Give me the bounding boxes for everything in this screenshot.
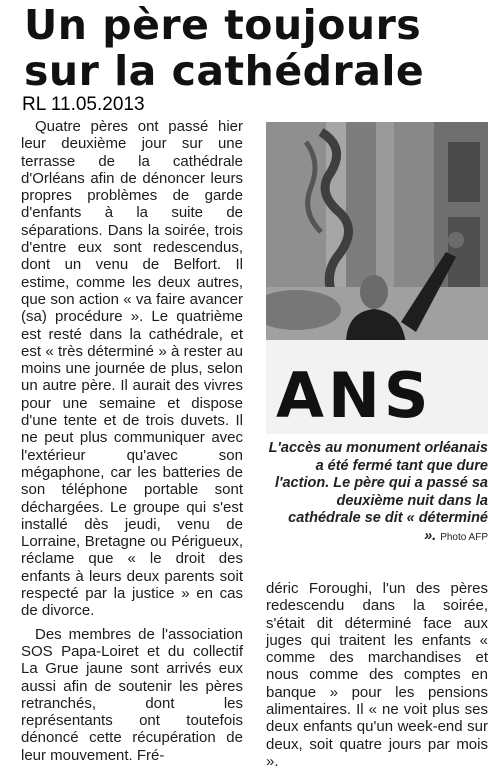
caption-text: L'accès au monument orléanais a été fermé tant que dure l'action. Le père qui a passé sa deuxième nuit dans la cathédrale se dit « déterminé ».: [268, 440, 488, 544]
article-paragraph-3: déric Foroughi, l'un des pères redescendu dans la soirée, s'était dit déterminé face aux juges qui traitent les enfants « comme des marchandises et nous comme des comptes en banque » pour les pensions alimentaires. Il « ne voit plus ses deux enfants qu'un week-end sur deux, soit quatre jours par mois ».: [266, 580, 488, 770]
article-paragraph-2: Des membres de l'association SOS Papa-Loiret et du collectif La Grue jaune sont arrivés eux aussi afin de soutenir les pères retranchés, dont les représentants ont toutefois dénoncé cette récupération de leur mouvement. Fré-: [21, 625, 243, 764]
article-left-column: [21, 118, 243, 770]
dateline: RL 11.05.2013: [22, 94, 145, 115]
article-paragraph-1: Quatre pères ont passé hier leur deuxième jour sur une terrasse de la cathédrale d'Orléans afin de dénoncer leurs propres problèmes de garde d'enfants à la suite de séparations. Dans la soirée, trois d'entre eux sont redescendus, dont un venu de Belfort. Il estime, comme les deux autres, que son action « va faire avancer (sa) procédure ». Le quatrième est resté dans la cathédrale, et est « très déterminé » à rester au moins une journée de plus, selon un autre père. Il aurait des vivres pour une semaine et dispose d'une tente et de trois duvets. Il ne peut plus communiquer avec l'extérieur qu'avec son mégaphone, car les batteries de son téléphone portable sont déchargées. Le groupe qui s'est installé dès jeudi, venu de Lorraine, Bretagne ou Périgueux, réclame que « le droit des enfants à leurs deux parents soit respecté par la justice » en cas de divorce.: [21, 118, 243, 620]
headline-line-1: Un père toujours: [24, 1, 422, 49]
photo-credit: Photo AFP: [440, 531, 488, 543]
headline: [24, 2, 494, 94]
news-photo: [266, 122, 488, 434]
photo-caption: [260, 440, 488, 546]
headline-line-2: sur la cathédrale: [24, 47, 425, 95]
banner-text: ANS: [276, 359, 433, 432]
photo-illustration: [266, 122, 488, 434]
article-right-column: [266, 580, 488, 776]
